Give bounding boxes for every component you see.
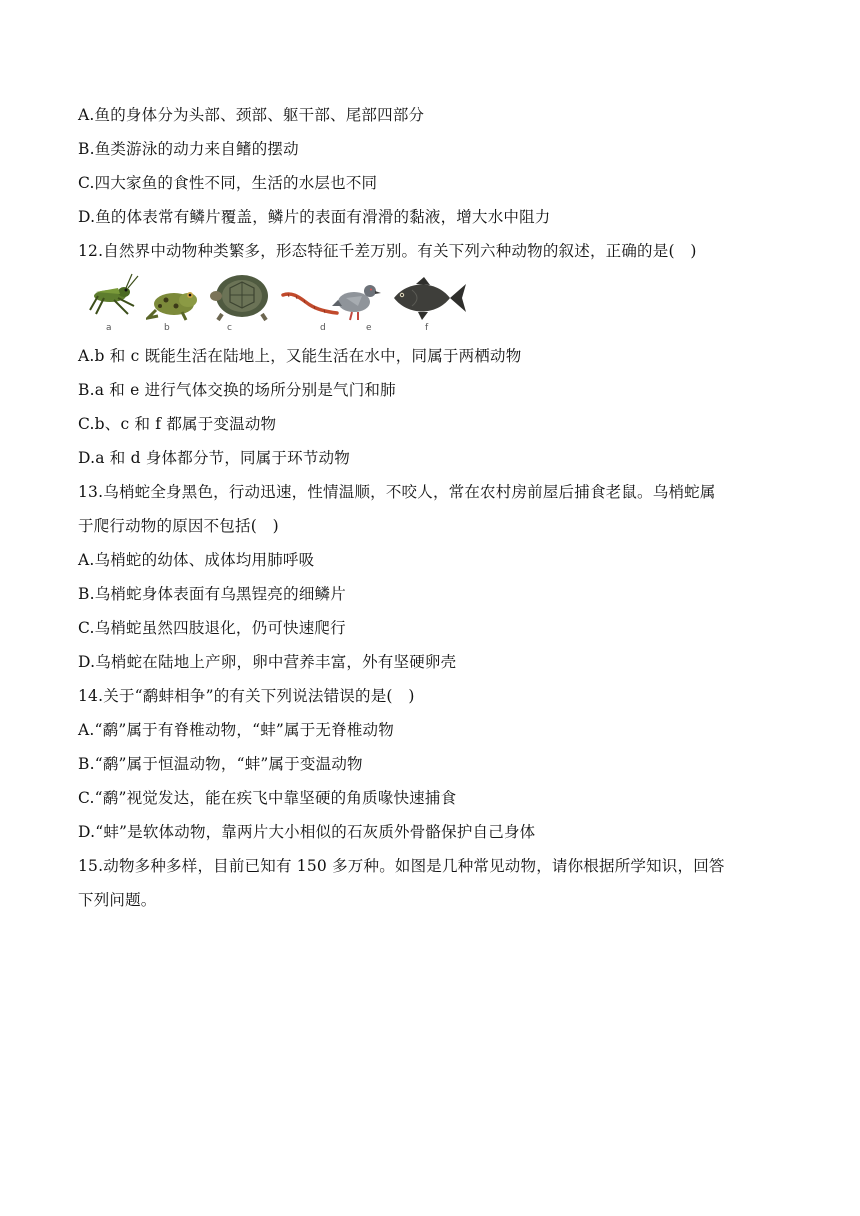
q13-option-a: A.乌梢蛇的幼体、成体均用肺呼吸 bbox=[78, 551, 315, 569]
q12-option-b: B.a 和 e 进行气体交换的场所分别是气门和肺 bbox=[78, 381, 396, 399]
q12-option-c: C.b、c 和 f 都属于变温动物 bbox=[78, 415, 277, 433]
label-d: d bbox=[320, 323, 326, 333]
q11-option-d: D.鱼的体表常有鳞片覆盖，鳞片的表面有滑滑的黏液，增大水中阻力 bbox=[78, 208, 551, 226]
label-c: c bbox=[227, 323, 232, 333]
six-animals-figure bbox=[80, 270, 480, 336]
label-a: a bbox=[106, 323, 112, 333]
label-b: b bbox=[164, 323, 170, 333]
label-e: e bbox=[366, 323, 372, 333]
q14-option-b: B.“鹬”属于恒温动物，“蚌”属于变温动物 bbox=[78, 755, 363, 773]
q15-stem-line1: 15.动物多种多样，目前已知有 150 多万种。如图是几种常见动物，请你根据所学知识，回答 bbox=[78, 857, 725, 875]
q12-stem: 12.自然界中动物种类繁多，形态特征千差万别。有关下列六种动物的叙述，正确的是( ) bbox=[78, 242, 697, 260]
q11-option-c: C.四大家鱼的食性不同，生活的水层也不同 bbox=[78, 174, 378, 192]
q11-option-a: A.鱼的身体分为头部、颈部、躯干部、尾部四部分 bbox=[78, 106, 425, 124]
turtle-icon bbox=[208, 270, 278, 322]
q13-stem-line1: 13.乌梢蛇全身黑色，行动迅速，性情温顺，不咬人，常在农村房前屋后捕食老鼠。乌梢蛇属 bbox=[78, 483, 716, 501]
frog-icon bbox=[146, 282, 204, 322]
q14-option-c: C.“鹬”视觉发达，能在疾飞中靠坚硬的角质喙快速捕食 bbox=[78, 789, 457, 807]
grasshopper-icon bbox=[84, 270, 140, 320]
earthworm-icon bbox=[280, 290, 340, 316]
q15-stem-line2: 下列问题。 bbox=[78, 891, 157, 909]
q13-option-c: C.乌梢蛇虽然四肢退化，仍可快速爬行 bbox=[78, 619, 346, 637]
q12-option-a: A.b 和 c 既能生活在陆地上，又能生活在水中，同属于两栖动物 bbox=[78, 347, 522, 365]
q11-option-b: B.鱼类游泳的动力来自鳍的摆动 bbox=[78, 140, 299, 158]
pigeon-icon bbox=[332, 276, 382, 324]
fish-icon bbox=[388, 276, 468, 322]
q14-option-d: D.“蚌”是软体动物，靠两片大小相似的石灰质外骨骼保护自己身体 bbox=[78, 823, 536, 841]
q13-option-b: B.乌梢蛇身体表面有乌黑锃亮的细鳞片 bbox=[78, 585, 346, 603]
label-f: f bbox=[425, 323, 429, 333]
q13-option-d: D.乌梢蛇在陆地上产卵，卵中营养丰富，外有坚硬卵壳 bbox=[78, 653, 457, 671]
q14-option-a: A.“鹬”属于有脊椎动物，“蚌”属于无脊椎动物 bbox=[78, 721, 394, 739]
q13-stem-line2: 于爬行动物的原因不包括( ) bbox=[78, 517, 279, 535]
q14-stem: 14.关于“鹬蚌相争”的有关下列说法错误的是( ) bbox=[78, 687, 415, 705]
q12-option-d: D.a 和 d 身体都分节，同属于环节动物 bbox=[78, 449, 350, 467]
